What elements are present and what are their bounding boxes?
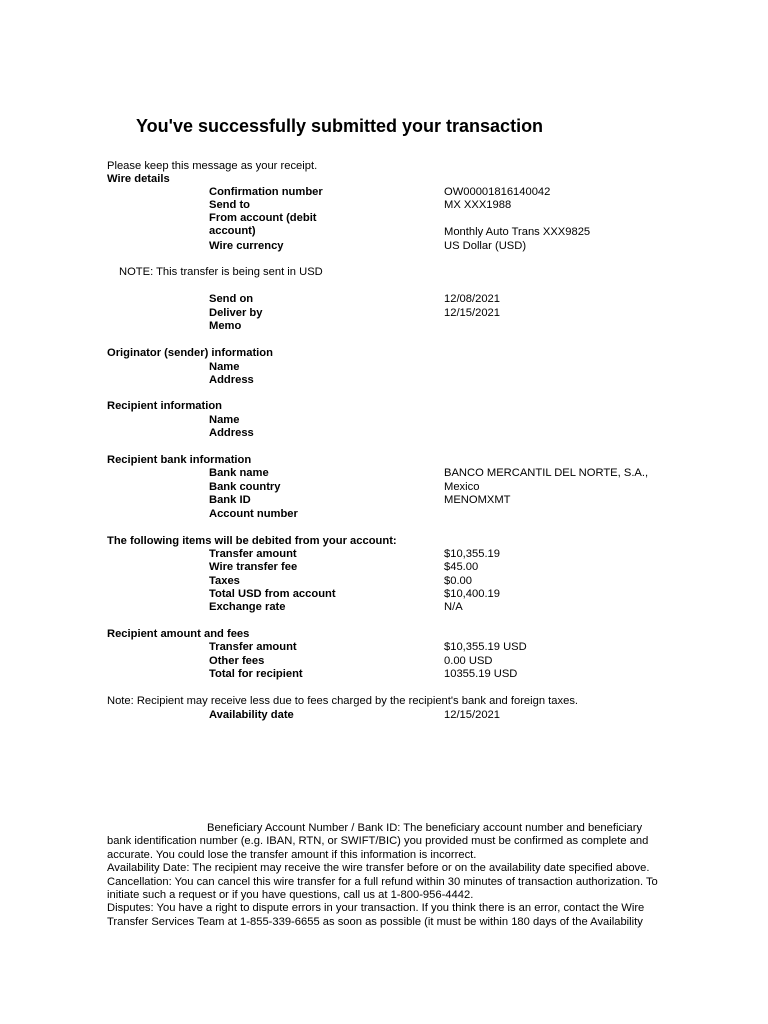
beneficiary-disclosure: Beneficiary Account Number / Bank ID: The beneficiary account number and beneficiary bank identification number (e.g. IBAN, RTN, or SWIFT/BIC) you provided must be confirmed as complete and accurate. You could lose the transfer amount if this information is incorrect. bbox=[107, 822, 649, 861]
usd-note: NOTE: This transfer is being sent in USD bbox=[119, 266, 323, 278]
originator-name-label: Name bbox=[209, 361, 240, 373]
exchange-rate-value: N/A bbox=[444, 601, 463, 613]
recipient-bank-heading: Recipient bank information bbox=[107, 454, 252, 466]
disclosures bbox=[107, 822, 669, 929]
total-for-recipient-label: Total for recipient bbox=[209, 668, 303, 680]
bank-country-value: Mexico bbox=[444, 481, 480, 493]
other-fees-value: 0.00 USD bbox=[444, 655, 493, 667]
from-account-value: Monthly Auto Trans XXX9825 bbox=[444, 226, 591, 238]
confirmation-number-label: Confirmation number bbox=[209, 186, 323, 198]
bank-id-value: MENOMXMT bbox=[444, 494, 511, 506]
availability-date-value: 12/15/2021 bbox=[444, 709, 500, 721]
bank-name-value: BANCO MERCANTIL DEL NORTE, S.A., bbox=[444, 467, 649, 479]
recipient-address-label: Address bbox=[209, 427, 254, 439]
deliver-by-value: 12/15/2021 bbox=[444, 307, 500, 319]
bank-name-label: Bank name bbox=[209, 467, 269, 479]
receipt-intro: Please keep this message as your receipt. bbox=[107, 160, 318, 172]
memo-label: Memo bbox=[209, 320, 242, 332]
disputes-disclosure: Disputes: You have a right to dispute errors in your transaction. If you think there is an error, contact the Wire Transfer Services Team at 1-855-339-6655 as soon as possible (it must be within 180 days of the Availability bbox=[107, 902, 645, 928]
send-to-value: MX XXX1988 bbox=[444, 199, 512, 211]
wire-currency-value: US Dollar (USD) bbox=[444, 240, 527, 252]
recipient-amount-heading: Recipient amount and fees bbox=[107, 628, 250, 640]
recipient-fees-note: Note: Recipient may receive less due to fees charged by the recipient's bank and foreign taxes. bbox=[107, 695, 579, 707]
availability-date-label: Availability date bbox=[209, 709, 294, 721]
availability-disclosure: Availability Date: The recipient may receive the wire transfer before or on the availability date specified above. bbox=[107, 862, 650, 875]
total-for-recipient-value: 10355.19 USD bbox=[444, 668, 518, 680]
send-on-value: 12/08/2021 bbox=[444, 293, 500, 305]
total-usd-label: Total USD from account bbox=[209, 588, 336, 600]
send-on-label: Send on bbox=[209, 293, 254, 305]
other-fees-label: Other fees bbox=[209, 655, 265, 667]
wire-fee-label: Wire transfer fee bbox=[209, 561, 298, 573]
send-to-label: Send to bbox=[209, 199, 251, 211]
recipient-transfer-amount-label: Transfer amount bbox=[209, 641, 297, 653]
cancellation-disclosure: Cancellation: You can cancel this wire transfer for a full refund within 30 minutes of transaction authorization. To initiate such a request or if you have questions, call us at 1-800-956-4442. bbox=[107, 875, 658, 902]
account-number-label: Account number bbox=[209, 508, 298, 520]
bank-id-label: Bank ID bbox=[209, 494, 251, 506]
total-usd-value: $10,400.19 bbox=[444, 588, 500, 600]
deliver-by-label: Deliver by bbox=[209, 307, 263, 319]
debit-transfer-amount-label: Transfer amount bbox=[209, 548, 297, 560]
recipient-transfer-amount-value: $10,355.19 USD bbox=[444, 641, 527, 653]
originator-address-label: Address bbox=[209, 374, 254, 386]
recipient-name-label: Name bbox=[209, 414, 240, 426]
wire-fee-value: $45.00 bbox=[444, 561, 479, 573]
recipient-heading: Recipient information bbox=[107, 400, 222, 412]
wire-details-heading: Wire details bbox=[107, 173, 170, 185]
page-title: You've successfully submitted your transaction bbox=[136, 116, 544, 136]
bank-country-label: Bank country bbox=[209, 481, 281, 493]
taxes-value: $0.00 bbox=[444, 575, 472, 587]
originator-heading: Originator (sender) information bbox=[107, 347, 273, 359]
debit-transfer-amount-value: $10,355.19 bbox=[444, 548, 500, 560]
confirmation-number-value: OW00001816140042 bbox=[444, 186, 551, 198]
from-account-label: From account (debit account) bbox=[209, 212, 317, 238]
debited-heading: The following items will be debited from your account: bbox=[107, 535, 397, 547]
wire-currency-label: Wire currency bbox=[209, 240, 284, 252]
exchange-rate-label: Exchange rate bbox=[209, 601, 286, 613]
taxes-label: Taxes bbox=[209, 575, 240, 587]
